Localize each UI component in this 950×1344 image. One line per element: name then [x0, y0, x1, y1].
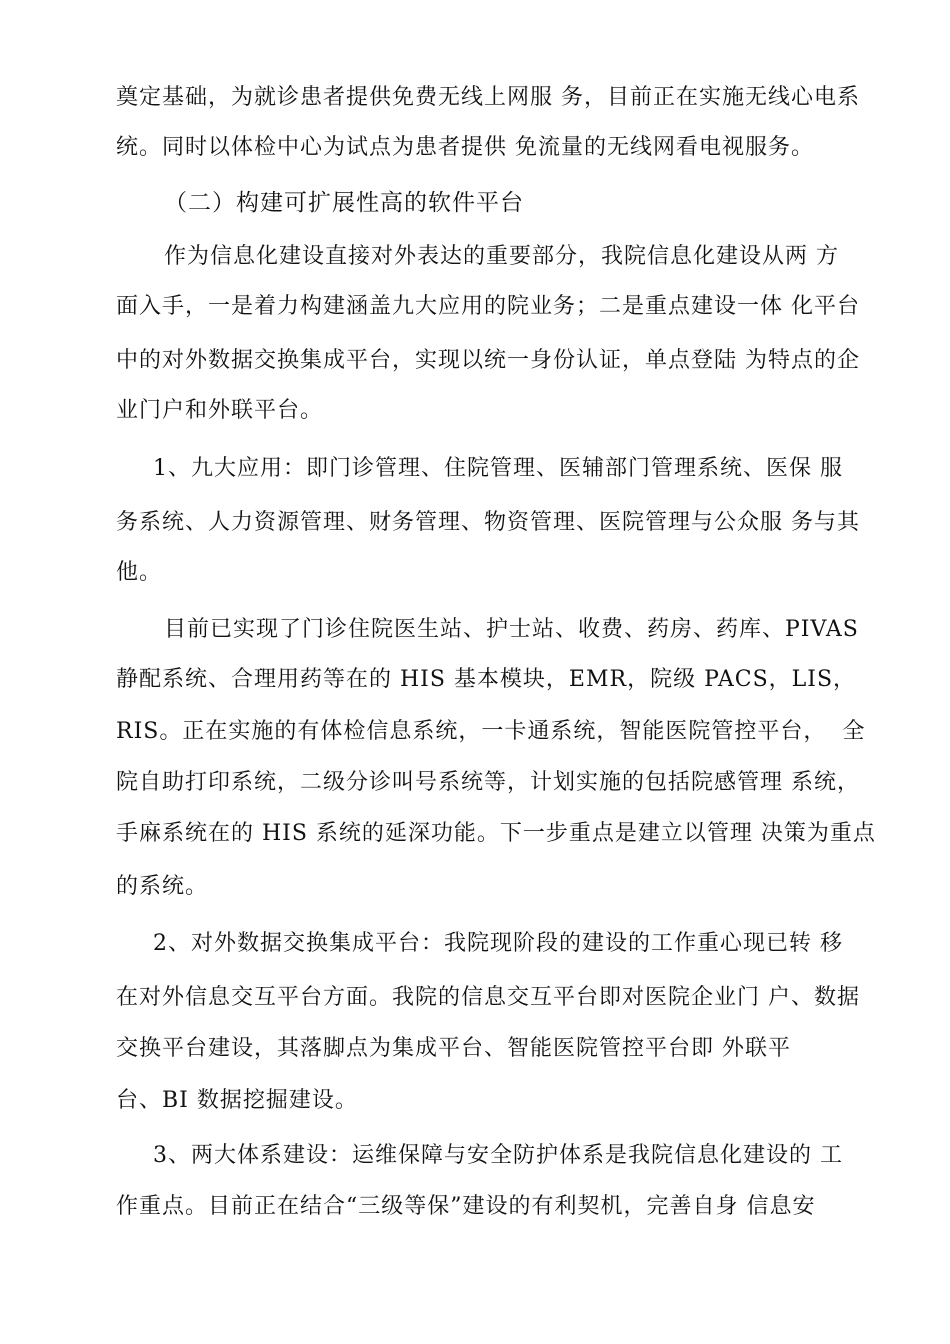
text-line: 面入手，一是着力构建涵盖九大应用的院业务；二是重点建设一体 化平台 [116, 294, 860, 319]
text-line: 作重点。目前正在结合“三级等保”建设的有利契机，完善自身 信息安 [116, 1194, 816, 1219]
text-line: 务系统、人力资源管理、财务管理、物资管理、医院管理与公众服 务与其 [116, 510, 860, 535]
text-line: 在对外信息交互平台方面。我院的信息交互平台即对医院企业门 户、数据 [116, 985, 860, 1010]
text-line: 3、两大体系建设：运维保障与安全防护体系是我院信息化建设的 工 [153, 1143, 843, 1168]
text-line: 他。 [116, 560, 163, 585]
text-line: 手麻系统在的 HIS 系统的延深功能。下一步重点是建立以管理 决策为重点 [116, 821, 876, 846]
text-line: 的系统。 [116, 874, 209, 899]
text-line: 2、对外数据交换集成平台：我院现阶段的建设的工作重心现已转 移 [153, 931, 843, 956]
text-line: 业门户和外联平台。 [116, 398, 324, 423]
text-line: 台、BI 数据挖掘建设。 [116, 1088, 358, 1113]
text-line: 中的对外数据交换集成平台，实现以统一身份认证，单点登陆 为特点的企 [116, 348, 860, 373]
text-line: 目前已实现了门诊住院医生站、护士站、收费、药房、药库、PIVAS [164, 617, 859, 642]
text-line: 作为信息化建设直接对外表达的重要部分，我院信息化建设从两 方 [164, 244, 839, 269]
text-line: 统。同时以体检中心为试点为患者提供 免流量的无线网看电视服务。 [116, 135, 814, 160]
section-heading: （二）构建可扩展性高的软件平台 [164, 190, 524, 216]
text-line: 静配系统、合理用药等在的 HIS 基本模块，EMR，院级 PACS，LIS， [116, 667, 857, 692]
text-line: 交换平台建设，其落脚点为集成平台、智能医院管控平台即 外联平 [116, 1036, 791, 1061]
text-line: 院自助打印系统，二级分诊叫号系统等，计划实施的包括院感管理 系统， [116, 770, 860, 795]
text-line: 1、九大应用：即门诊管理、住院管理、医辅部门管理系统、医保 服 [153, 456, 843, 481]
text-line: 奠定基础，为就诊患者提供免费无线上网服 务，目前正在实施无线心电系 [116, 85, 860, 110]
text-line: RIS。正在实施的有体检信息系统，一卡通系统，智能医院管控平台， 全 [116, 719, 866, 744]
